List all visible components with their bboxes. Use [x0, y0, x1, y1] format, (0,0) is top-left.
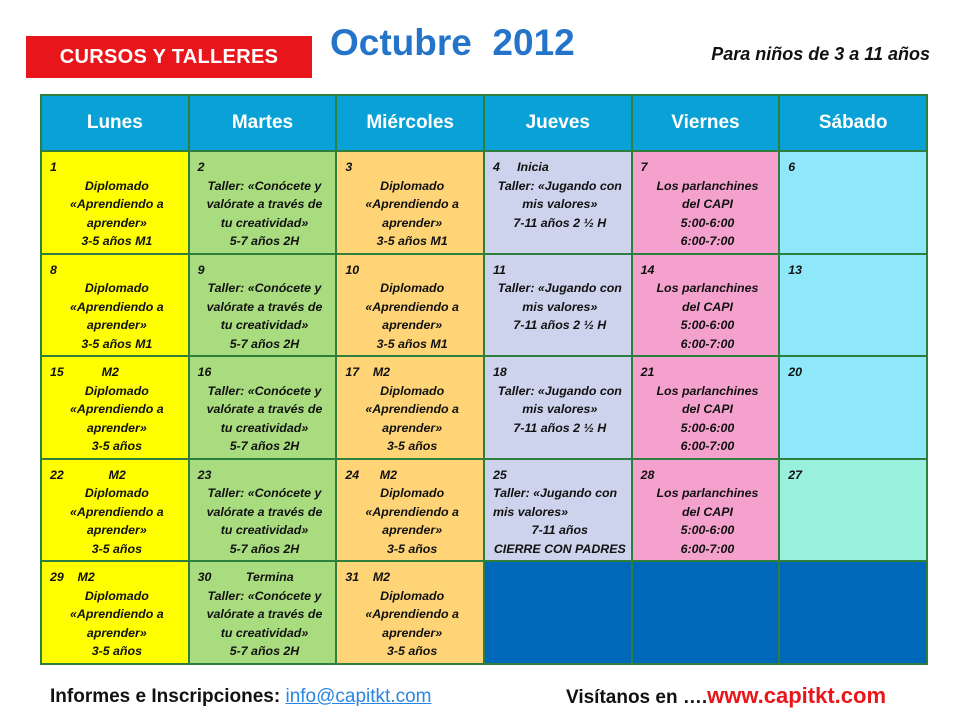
event-text-line: Diplomado — [380, 178, 445, 193]
event-text-line: Los parlanchines — [656, 486, 759, 500]
day-cell-content — [42, 460, 188, 561]
visit-label: Visítanos en …. — [566, 687, 708, 708]
day-cell — [632, 151, 780, 254]
calendar-week-row — [41, 459, 927, 562]
event-text-line: Taller: «Jugando con — [497, 281, 622, 295]
day-cell-content — [190, 562, 336, 663]
day-cell — [336, 459, 484, 562]
event-text-line: Los parlanchines — [656, 383, 759, 398]
day-cell-content — [633, 255, 779, 356]
event-text-line: Diplomado — [380, 281, 445, 295]
day-header-viernes: Viernes — [632, 95, 780, 151]
day-cell — [189, 356, 337, 459]
event-text-line: CIERRE CON PADRES — [493, 541, 626, 556]
event-text-line: 6:00-7:00 — [680, 541, 735, 556]
day-number: 13 — [788, 262, 803, 277]
event-text-line: 5-7 años 2H — [229, 541, 300, 556]
day-cell-content — [42, 255, 188, 356]
event-text-line: tu creatividad» — [220, 318, 309, 332]
footer-info — [50, 686, 431, 708]
website-link[interactable]: www.capitkt.com — [707, 683, 887, 708]
day-cell — [632, 459, 780, 562]
day-cell — [336, 356, 484, 459]
event-text-line: mis valores» — [522, 299, 598, 314]
day-cell-content — [633, 152, 779, 253]
calendar-week-row — [41, 254, 927, 357]
event-text-line: 5-7 años 2H — [229, 336, 300, 351]
day-cell — [779, 151, 927, 254]
day-number: 14 — [640, 262, 655, 277]
day-number: 23 — [197, 467, 212, 482]
day-number: 1 — [50, 160, 57, 174]
day-cell — [484, 356, 632, 459]
event-text-line: 5-7 años 2H — [229, 644, 300, 658]
day-cell — [484, 151, 632, 254]
day-cell-content — [780, 152, 926, 179]
day-cell — [189, 254, 337, 357]
event-text-line: 6:00-7:00 — [680, 234, 735, 248]
day-cell — [41, 459, 189, 562]
day-number: 8 — [50, 262, 57, 277]
event-text-line: 3-5 años — [387, 439, 438, 453]
day-cell-content — [780, 460, 926, 487]
event-text-line: «Aprendiendo a — [365, 299, 459, 314]
day-cell — [779, 356, 927, 459]
event-text-line: 5-7 años 2H — [229, 439, 300, 453]
event-text-line: «Aprendiendo a — [365, 197, 459, 211]
event-text-line: 3-5 años — [91, 644, 142, 658]
event-text-line: 5-7 años 2H — [229, 234, 300, 248]
event-text-line: del CAPI — [681, 197, 733, 211]
event-text-line: 5:00-6:00 — [680, 420, 735, 435]
day-number: 27 — [788, 467, 803, 482]
day-number: 15 M2 — [50, 365, 119, 379]
cursos-badge: CURSOS Y TALLERES — [26, 36, 312, 78]
day-number: 4 Inicia — [492, 160, 549, 174]
event-text-line: valórate a través de — [206, 197, 323, 211]
event-text-line: mis valores» — [492, 504, 569, 519]
event-text-line: mis valores» — [522, 402, 598, 416]
day-number: 6 — [788, 160, 796, 174]
day-cell — [484, 459, 632, 562]
day-cell-content — [337, 357, 483, 458]
day-number: 16 — [197, 365, 212, 379]
event-text-line: Diplomado — [84, 281, 149, 295]
day-number: 17 M2 — [345, 365, 391, 379]
day-number: 2 — [197, 160, 205, 174]
email-link[interactable]: info@capitkt.com — [285, 686, 432, 707]
event-text-line: mis valores» — [522, 197, 598, 211]
event-text-line: 3-5 años — [91, 439, 142, 453]
day-header-miercoles: Miércoles — [336, 95, 484, 151]
event-text-line: «Aprendiendo a — [70, 197, 164, 211]
day-cell — [632, 356, 780, 459]
event-text-line: 3-5 años M1 — [376, 336, 448, 351]
event-text-line: 7-11 años 2 ½ H — [513, 420, 607, 435]
day-number: 29 M2 — [50, 570, 95, 584]
event-text-line: «Aprendiendo a — [365, 607, 459, 621]
day-cell-content — [337, 562, 483, 663]
day-cell — [779, 459, 927, 562]
day-cell — [779, 254, 927, 357]
day-cell-content — [485, 460, 631, 561]
event-text-line: tu creatividad» — [220, 420, 309, 435]
event-text-line: aprender» — [382, 318, 443, 332]
event-text-line: Taller: «Jugando con — [497, 178, 622, 193]
event-text-line: 7-11 años 2 ½ H — [513, 318, 607, 332]
event-text-line: tu creatividad» — [220, 523, 309, 537]
event-text-line: Los parlanchines — [656, 178, 759, 193]
day-cell — [41, 561, 189, 664]
day-number: 3 — [345, 160, 353, 174]
event-text-line: del CAPI — [681, 402, 733, 416]
event-text-line: valórate a través de — [206, 402, 323, 416]
day-number: 30 Termina — [197, 570, 294, 584]
event-text-line: aprender» — [382, 215, 443, 230]
event-text-line: Los parlanchines — [656, 281, 759, 295]
calendar-week-row — [41, 561, 927, 664]
event-text-line: 7-11 años 2 ½ H — [513, 215, 607, 230]
event-text-line: valórate a través de — [206, 607, 323, 621]
day-number: 21 — [640, 365, 655, 379]
event-text-line: aprender» — [86, 318, 147, 332]
empty-day-cell — [484, 561, 632, 664]
day-cell — [336, 254, 484, 357]
day-number: 9 — [197, 262, 205, 277]
event-text-line: 3-5 años M1 — [81, 336, 153, 351]
day-cell-content — [633, 460, 779, 561]
event-text-line: «Aprendiendo a — [70, 504, 164, 519]
event-text-line: tu creatividad» — [220, 625, 309, 640]
calendar-table — [40, 94, 928, 665]
day-cell-content — [633, 357, 779, 458]
day-cell — [484, 254, 632, 357]
day-cell-content — [485, 255, 631, 337]
empty-day-cell — [779, 561, 927, 664]
event-text-line: aprender» — [382, 420, 443, 435]
event-text-line: 3-5 años M1 — [376, 234, 448, 248]
event-text-line: Diplomado — [380, 588, 445, 603]
event-text-line: Taller: «Conócete y — [207, 178, 322, 193]
event-text-line: Taller: «Conócete y — [207, 486, 322, 500]
day-cell — [41, 151, 189, 254]
day-cell-content — [337, 152, 483, 253]
event-text-line: aprender» — [382, 523, 443, 537]
day-cell-content — [190, 460, 336, 561]
day-header-jueves: Jueves — [484, 95, 632, 151]
event-text-line: 6:00-7:00 — [680, 336, 735, 351]
event-text-line: «Aprendiendo a — [365, 504, 459, 519]
event-text-line: aprender» — [86, 625, 147, 640]
footer-visit — [566, 683, 886, 709]
event-text-line: del CAPI — [681, 299, 733, 314]
day-cell-content — [42, 152, 188, 253]
page-title: Octubre 2012 — [330, 22, 575, 63]
day-header-martes: Martes — [189, 95, 337, 151]
event-text-line: 3-5 años — [387, 541, 438, 556]
event-text-line: Taller: «Conócete y — [207, 383, 322, 398]
weekday-header-row — [41, 95, 927, 151]
day-number: 11 — [492, 262, 506, 277]
event-text-line: 5:00-6:00 — [680, 318, 735, 332]
day-number: 20 — [788, 365, 803, 379]
day-cell — [336, 561, 484, 664]
day-number: 24 M2 — [345, 467, 397, 482]
event-text-line: «Aprendiendo a — [70, 402, 164, 416]
day-cell — [632, 254, 780, 357]
event-text-line: Diplomado — [380, 486, 445, 500]
day-cell — [189, 459, 337, 562]
calendar-body — [41, 151, 927, 664]
day-number: 31 M2 — [345, 570, 391, 584]
day-number: 7 — [640, 160, 648, 174]
event-text-line: Diplomado — [380, 383, 445, 398]
day-number: 28 — [640, 467, 655, 482]
age-subtitle: Para niños de 3 a 11 años — [711, 44, 930, 64]
day-number: 10 — [345, 262, 360, 277]
day-cell — [336, 151, 484, 254]
empty-day-cell — [632, 561, 780, 664]
day-cell-content — [190, 255, 336, 356]
event-text-line: aprender» — [86, 523, 147, 537]
event-text-line: 7-11 años — [531, 523, 588, 537]
event-text-line: 3-5 años — [387, 644, 438, 658]
event-text-line: «Aprendiendo a — [365, 402, 459, 416]
event-text-line: valórate a través de — [206, 299, 323, 314]
info-label: Informes e Inscripciones: — [50, 686, 286, 707]
day-cell-content — [780, 255, 926, 282]
event-text-line: 3-5 años — [91, 541, 142, 556]
day-cell-content — [337, 255, 483, 356]
day-number: 22 M2 — [50, 467, 126, 482]
event-text-line: 5:00-6:00 — [680, 215, 735, 230]
day-cell-content — [190, 152, 336, 253]
calendar-week-row — [41, 356, 927, 459]
day-cell-content — [42, 357, 188, 458]
event-text-line: 6:00-7:00 — [680, 439, 735, 453]
day-header-sabado: Sábado — [779, 95, 927, 151]
event-text-line: Taller: «Jugando con — [492, 486, 618, 500]
event-text-line: del CAPI — [681, 504, 733, 519]
event-text-line: Diplomado — [84, 178, 149, 193]
day-number: 18 — [492, 365, 507, 379]
day-cell — [189, 561, 337, 664]
event-text-line: Diplomado — [84, 486, 149, 500]
event-text-line: Diplomado — [84, 383, 149, 398]
day-cell-content — [337, 460, 483, 561]
day-cell-content — [780, 357, 926, 384]
event-text-line: tu creatividad» — [220, 215, 309, 230]
day-cell-content — [42, 562, 188, 663]
event-text-line: 3-5 años M1 — [81, 234, 153, 248]
day-cell — [41, 254, 189, 357]
day-cell — [189, 151, 337, 254]
day-cell-content — [485, 357, 631, 439]
event-text-line: aprender» — [86, 215, 147, 230]
event-text-line: Taller: «Conócete y — [207, 281, 322, 295]
event-text-line: aprender» — [86, 420, 147, 435]
event-text-line: valórate a través de — [206, 504, 323, 519]
event-text-line: «Aprendiendo a — [70, 607, 164, 621]
event-text-line: «Aprendiendo a — [70, 299, 164, 314]
event-text-line: Taller: «Conócete y — [207, 588, 322, 603]
event-text-line: Diplomado — [84, 588, 149, 603]
day-cell — [41, 356, 189, 459]
day-cell-content — [485, 152, 631, 234]
event-text-line: 5:00-6:00 — [680, 523, 735, 537]
event-text-line: aprender» — [382, 625, 443, 640]
day-header-lunes: Lunes — [41, 95, 189, 151]
calendar-week-row — [41, 151, 927, 254]
day-cell-content — [190, 357, 336, 458]
day-number: 25 — [492, 467, 507, 482]
event-text-line: Taller: «Jugando con — [497, 383, 622, 398]
